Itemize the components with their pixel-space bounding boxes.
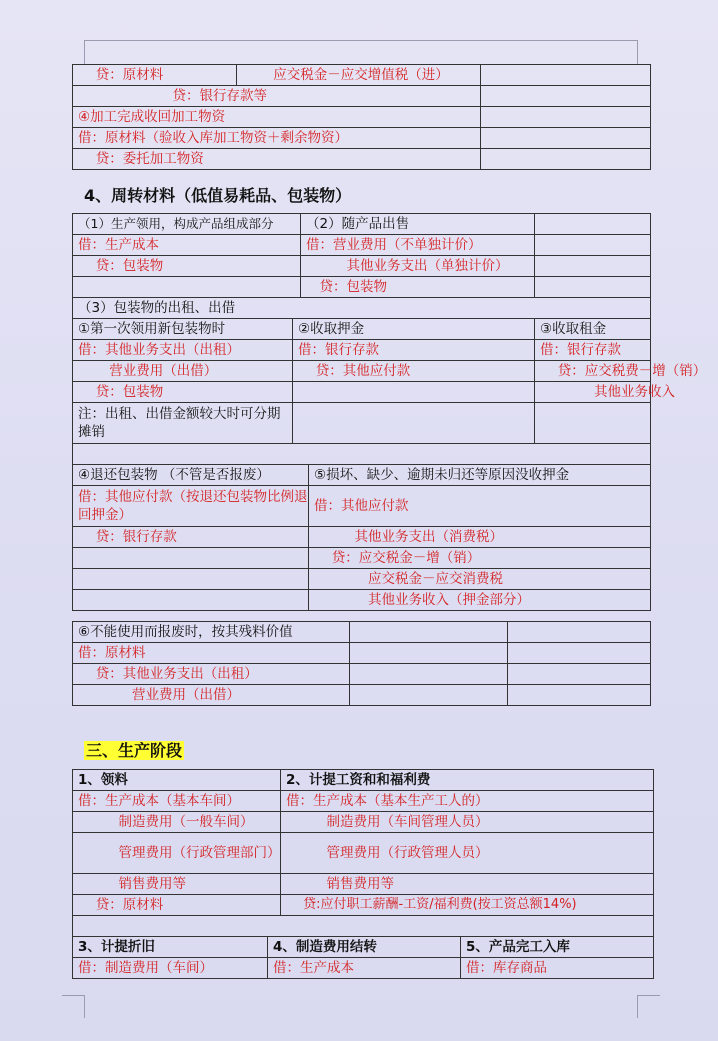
cell: 管理费用（行政管理人员） [281,833,654,874]
cell: 借：其他业务支出（出租） [73,340,293,361]
cell [535,256,651,277]
cell: ④加工完成收回加工物资 [73,107,481,128]
cell: 其他业务收入（押金部分） [309,590,651,611]
table-row [73,833,654,874]
cell [73,569,309,590]
table-row [73,874,654,895]
cell: 其他业务支出（单独计价） [301,256,535,277]
table-row [73,298,651,319]
cell: 注：出租、出借金额较大时可分期摊销 [73,403,293,444]
cell: ④退还包装物 （不管是否报废） [73,465,309,486]
table-turnover-materials [72,213,707,611]
cell [535,235,651,256]
cell: ③收取租金 [535,319,651,340]
table-row [73,937,654,958]
table-row [73,361,651,382]
table-row [73,340,651,361]
cell: 借：银行存款 [535,340,651,361]
cell: ①第一次领用新包装物时 [73,319,293,340]
cell: 借：生产成本（基本生产工人的） [281,791,654,812]
corner-mark-top-line [84,40,637,41]
cell: 其他业务支出（消费税） [309,527,651,548]
cell: 借：其他应付款（按退还包装物比例退回押金） [73,486,309,527]
table-row [73,548,651,569]
cell: 贷：委托加工物资 [73,149,481,170]
cell: ②收取押金 [293,319,535,340]
cell [481,128,651,149]
table-row [73,107,651,128]
cell: 借：营业费用（不单独计价） [301,235,535,256]
cell: 贷:应付职工薪酬-工资/福利费(按工资总额14%) [281,895,654,916]
cell: 贷：包装物 [73,382,293,403]
table-row [73,128,651,149]
table-row [73,958,654,979]
table-commissioned-processing [72,64,651,170]
cell: 1、领料 [73,770,281,791]
table-row [73,916,654,937]
cell: ⑥不能使用而报废时，按其残料价值 [73,622,350,643]
cell: ⑤损坏、缺少、逾期未归还等原因没收押金 [309,465,651,486]
table-row [73,65,651,86]
table-row [73,403,651,444]
cell [508,643,651,664]
cell: 借：银行存款 [293,340,535,361]
cell: 贷：包装物 [301,277,535,298]
corner-mark-bottom-right [637,995,660,1018]
cell: 3、计提折旧 [73,937,268,958]
cell [535,214,651,235]
table-row [73,622,651,643]
table-row [73,256,651,277]
cell [73,916,654,937]
table-row [73,895,654,916]
table-row [73,444,651,465]
table-row [73,382,651,403]
table-row [73,465,651,486]
cell: （3）包装物的出租、出借 [73,298,651,319]
cell [73,277,301,298]
cell: 4、制造费用结转 [268,937,461,958]
cell: 营业费用（出借） [73,685,350,706]
cell [481,65,651,86]
table-row [73,590,651,611]
cell: 贷：原材料 [73,65,237,86]
cell [481,107,651,128]
cell: 2、计提工资和和福利费 [281,770,654,791]
table-row [73,277,651,298]
cell: 贷：应交税金－增（销） [309,548,651,569]
cell: 应交税金－应交增值税（进） [237,65,481,86]
cell [350,622,508,643]
cell: 借：制造费用（车间） [73,958,268,979]
table-row [73,214,651,235]
table-row [73,569,651,590]
cell [73,590,309,611]
table-row [73,86,651,107]
cell [350,685,508,706]
cell [293,403,535,444]
cell: 其他业务收入 [535,382,651,403]
cell: 贷：其他业务支出（出租） [73,664,350,685]
table-row [73,770,654,791]
cell [535,403,651,444]
table-row [73,319,651,340]
cell: 制造费用（车间管理人员） [281,812,654,833]
cell [481,86,651,107]
corner-mark-top-right [637,40,638,64]
cell [535,277,651,298]
cell: 借：生产成本 [73,235,301,256]
cell: 贷：包装物 [73,256,301,277]
cell: 借：原材料 [73,643,350,664]
cell: 借：生产成本（基本车间） [73,791,281,812]
cell [508,664,651,685]
cell [73,548,309,569]
cell: 销售费用等 [281,874,654,895]
corner-mark-top-left [84,40,85,64]
table-row [73,486,651,527]
cell [508,622,651,643]
cell: （1）生产领用，构成产品组成部分 [73,214,301,235]
table-row [73,685,651,706]
table-row [73,791,654,812]
cell: 借：生产成本 [268,958,461,979]
table-row [73,527,651,548]
cell: 制造费用（一般车间） [73,812,281,833]
table-row [73,812,654,833]
table-row [73,643,651,664]
table-production [72,769,654,979]
cell [73,444,651,465]
cell: 销售费用等 [73,874,281,895]
table-scrap [72,621,651,706]
cell: 应交税金－应交消费税 [309,569,651,590]
cell: 借：其他应付款 [309,486,651,527]
cell: 5、产品完工入库 [461,937,654,958]
cell: 贷：银行存款等 [73,86,481,107]
table-row [73,149,651,170]
cell: 贷：银行存款 [73,527,309,548]
cell [350,664,508,685]
cell [293,382,535,403]
cell: 借：库存商品 [461,958,654,979]
table-row [73,235,651,256]
cell [508,685,651,706]
cell [350,643,508,664]
section-4-title: 4、周转材料（低值易耗品、包装物） [84,186,352,205]
cell: 贷：原材料 [73,895,281,916]
cell: 贷：其他应付款 [293,361,535,382]
cell [481,149,651,170]
cell: （2）随产品出售 [301,214,535,235]
corner-mark-bottom-left [62,995,85,1018]
cell: 借：原材料（验收入库加工物资＋剩余物资） [73,128,481,149]
section-3-title-text: 三、生产阶段 [86,741,183,760]
cell: 管理费用（行政管理部门） [73,833,281,874]
section-3-title [84,738,184,761]
cell: 营业费用（出借） [73,361,293,382]
table-row [73,664,651,685]
cell: 贷：应交税费－增（销） [535,361,651,382]
